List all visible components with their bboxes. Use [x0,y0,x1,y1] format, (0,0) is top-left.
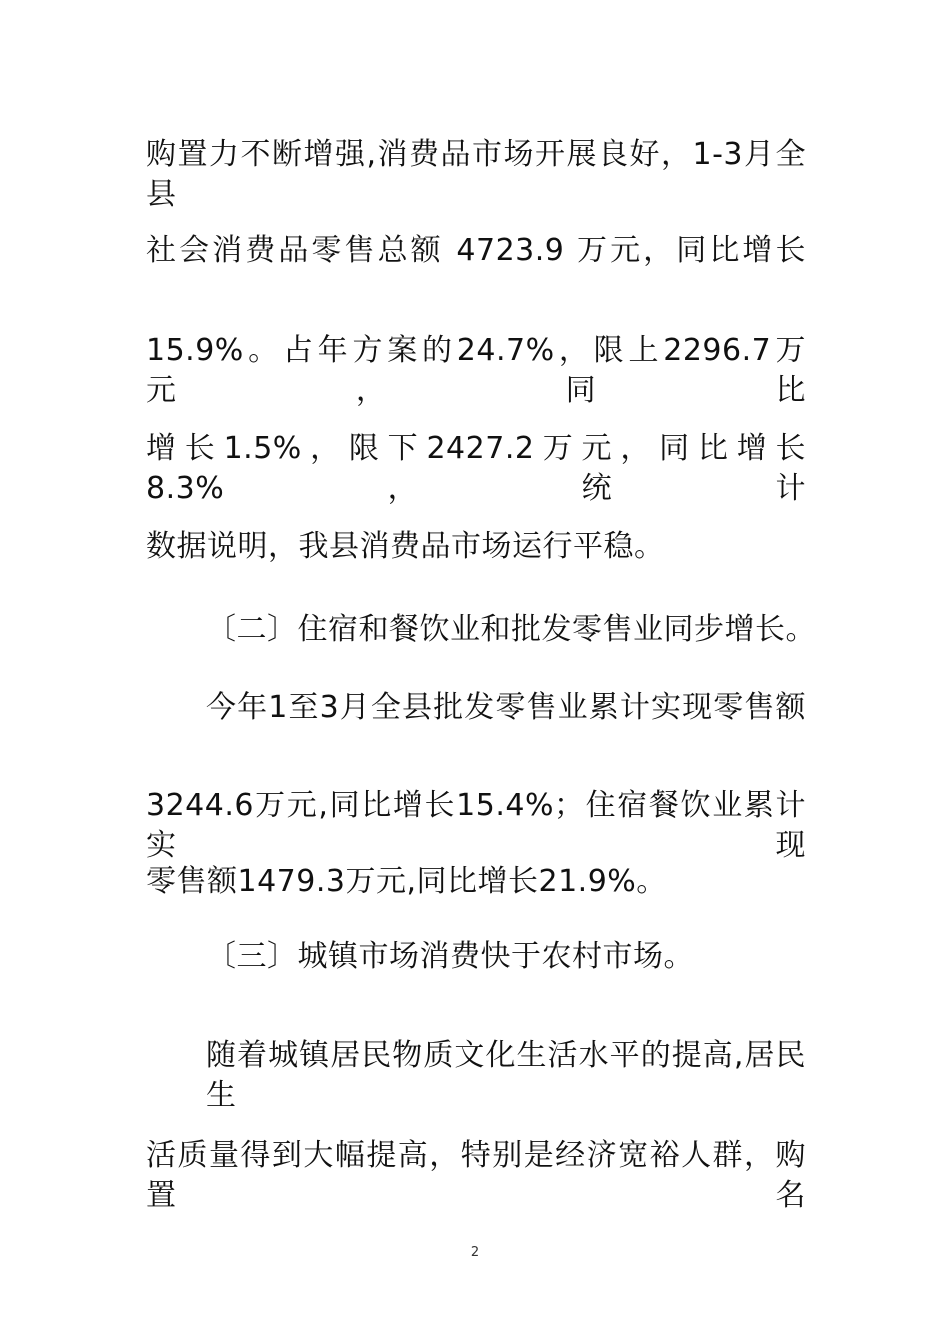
paragraph-line-7: 3244.6万元,同比增长15.4%；住宿餐饮业累计实现 [146,788,806,863]
section-heading-3: 〔三〕城镇市场消费快于农村市场。 [206,939,694,974]
paragraph-line-4: 增长1.5%，限下2427.2万元，同比增长8.3%，统计 [146,431,806,506]
paragraph-line-10: 活质量得到大幅提高，特别是经济宽裕人群，购置名 [146,1138,806,1213]
paragraph-line-3: 15.9%。占年方案的24.7%，限上2296.7万元，同比 [146,333,806,408]
section-heading-2: 〔二〕住宿和餐饮业和批发零售业同步增长。 [206,612,816,647]
paragraph-line-6: 今年1至3月全县批发零售业累计实现零售额 [206,690,806,725]
paragraph-line-2: 社会消费品零售总额 4723.9 万元，同比增长 [146,233,806,268]
page-number: 2 [470,1245,480,1260]
paragraph-line-9: 随着城镇居民物质文化生活水平的提高,居民生 [206,1038,806,1113]
paragraph-line-5: 数据说明，我县消费品市场运行平稳。 [146,529,665,564]
paragraph-line-1: 购置力不断增强,消费品市场开展良好，1-3月全县 [146,137,806,212]
paragraph-line-8: 零售额1479.3万元,同比增长21.9%。 [146,864,667,899]
